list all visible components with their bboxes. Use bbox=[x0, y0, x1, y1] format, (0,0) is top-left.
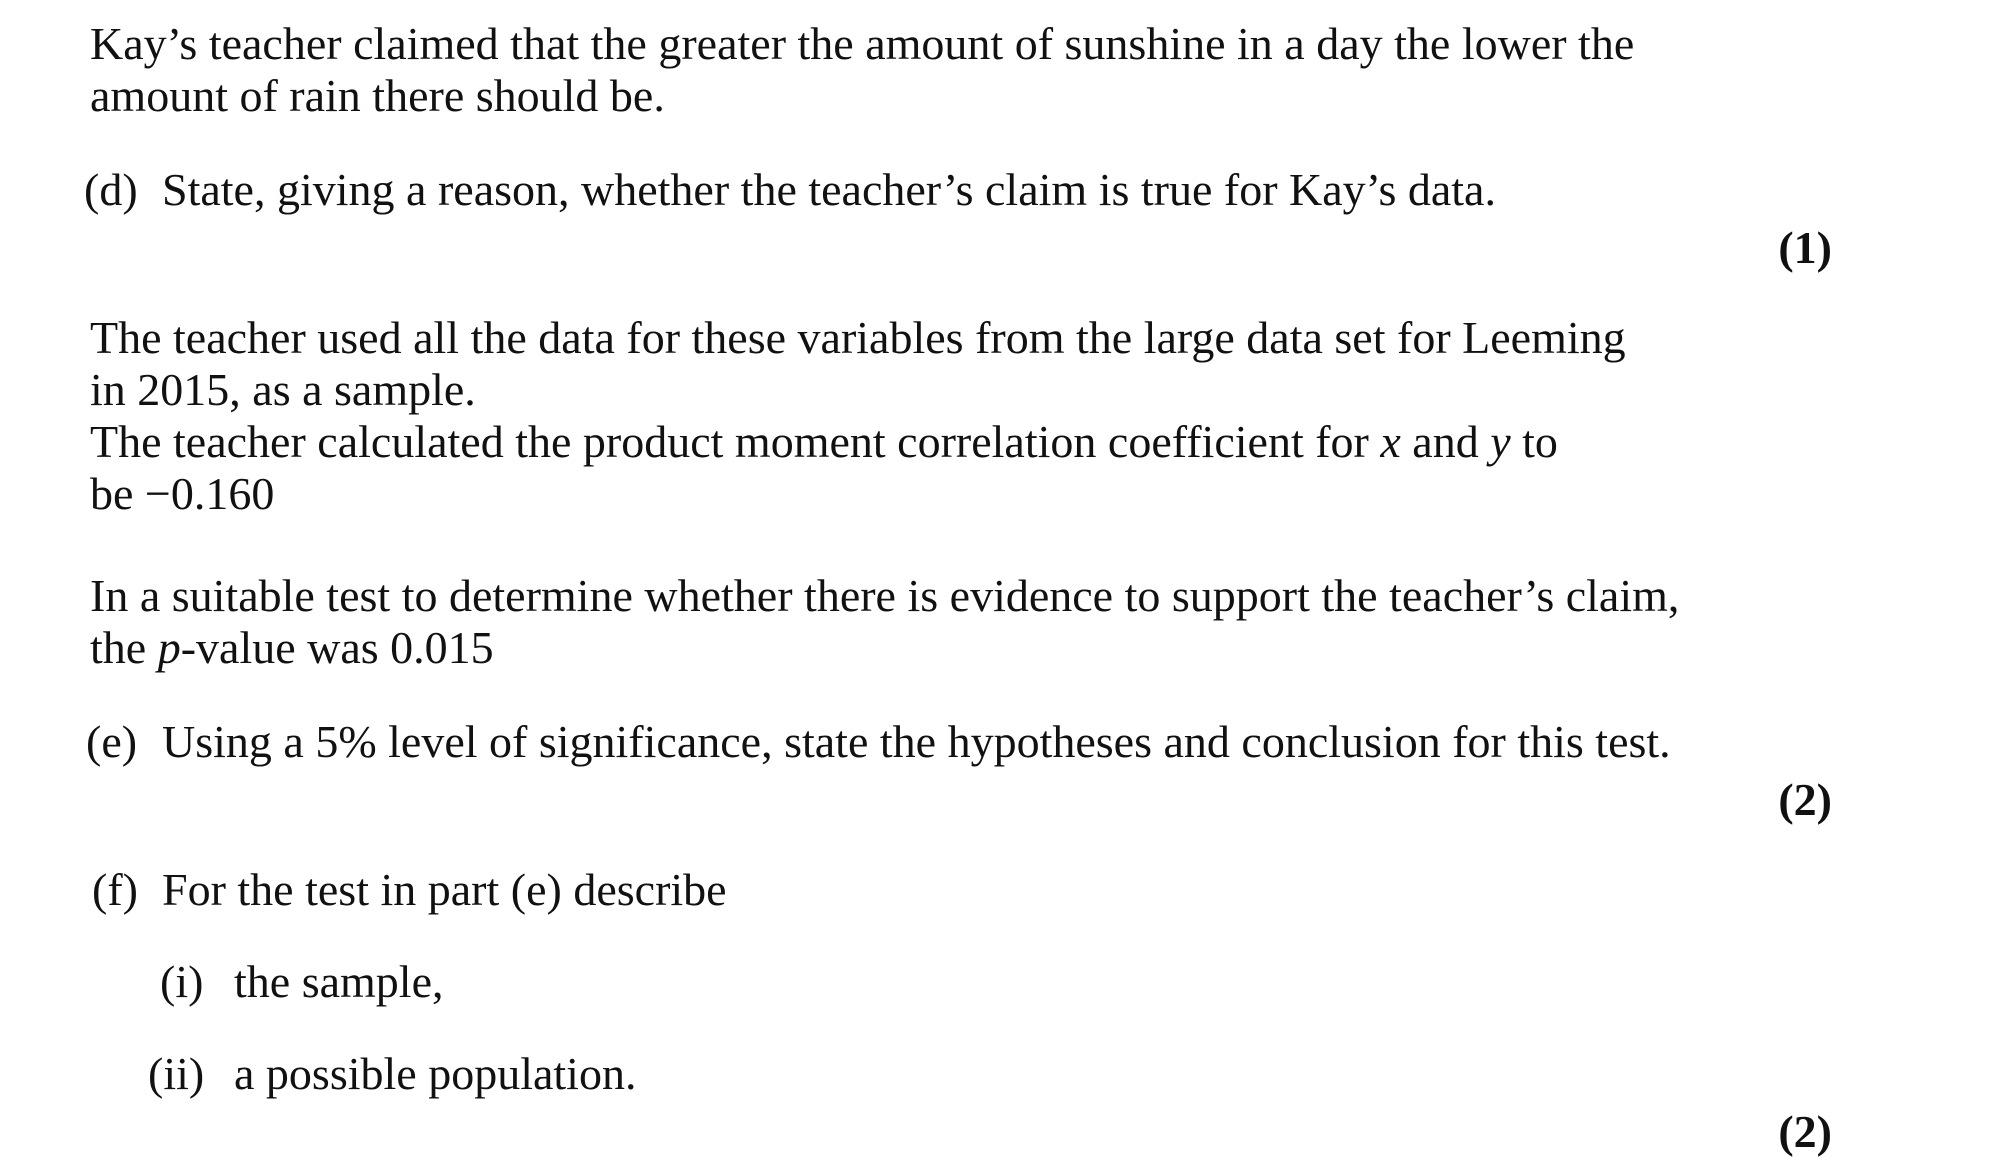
test-info-line-2-start: the bbox=[90, 622, 158, 673]
part-f-ii-text: a possible population. bbox=[234, 1048, 637, 1099]
context-paragraph bbox=[90, 312, 1626, 520]
part-f-i-label: (i) bbox=[160, 956, 204, 1007]
intro-line-2: amount of rain there should be. bbox=[90, 70, 665, 121]
part-f-i-text: the sample, bbox=[234, 956, 444, 1007]
part-f-question: For the test in part (e) describe bbox=[162, 864, 727, 915]
variable-x: x bbox=[1380, 416, 1401, 467]
part-f-ii-label: (ii) bbox=[148, 1048, 205, 1099]
context-line-1: The teacher used all the data for these variables from the large data set for Leeming bbox=[90, 312, 1626, 363]
context-line-3-mid: and bbox=[1400, 416, 1491, 467]
intro-paragraph bbox=[90, 18, 1634, 122]
part-f-marks: (2) bbox=[1778, 1106, 1832, 1157]
variable-y: y bbox=[1490, 416, 1511, 467]
context-line-3 bbox=[90, 416, 1626, 468]
test-info-line-2 bbox=[90, 622, 1679, 674]
variable-p: p bbox=[157, 622, 181, 673]
context-line-3-end: to bbox=[1510, 416, 1558, 467]
part-f-label: (f) bbox=[92, 864, 138, 915]
part-e-question: Using a 5% level of significance, state the hypotheses and conclusion for this test. bbox=[162, 716, 1671, 767]
context-line-3-start: The teacher calculated the product moment correlation coefficient for bbox=[90, 416, 1381, 467]
test-info-line-1: In a suitable test to determine whether there is evidence to support the teacher’s claim, bbox=[90, 570, 1680, 621]
context-line-4: be −0.160 bbox=[90, 468, 275, 519]
test-info-line-2-end: -value was 0.015 bbox=[180, 622, 494, 673]
part-d-label: (d) bbox=[84, 164, 138, 215]
test-info-paragraph bbox=[90, 570, 1679, 674]
part-d-marks: (1) bbox=[1778, 222, 1832, 273]
part-e-marks: (2) bbox=[1778, 774, 1832, 825]
intro-line-1: Kay’s teacher claimed that the greater the amount of sunshine in a day the lower the bbox=[90, 18, 1635, 69]
part-d-question: State, giving a reason, whether the teacher’s claim is true for Kay’s data. bbox=[162, 164, 1496, 215]
context-line-2: in 2015, as a sample. bbox=[90, 364, 476, 415]
part-e-label: (e) bbox=[86, 716, 138, 767]
